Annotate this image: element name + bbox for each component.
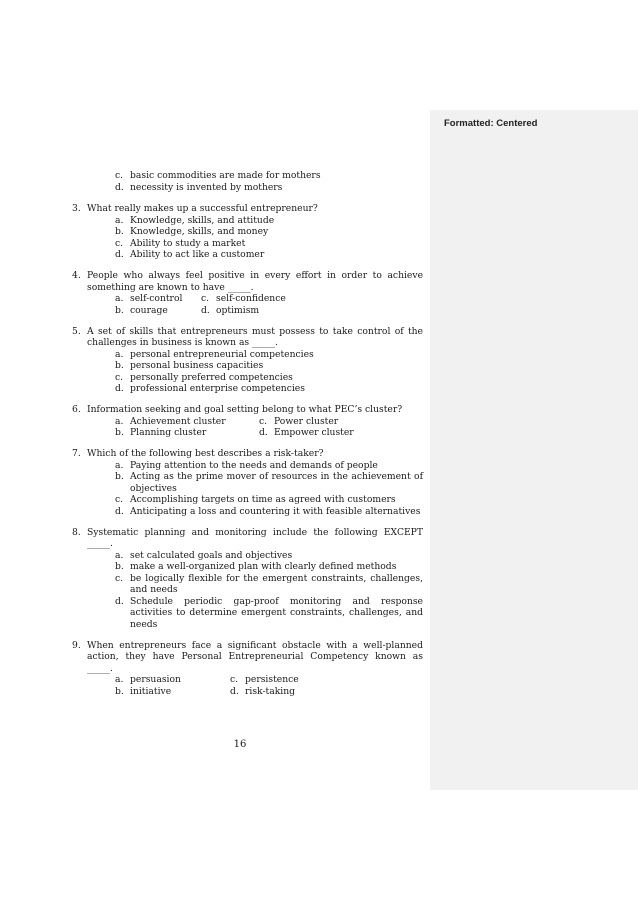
option bbox=[115, 561, 423, 573]
option-letter: b. bbox=[115, 360, 124, 371]
previous-question-options bbox=[72, 170, 423, 193]
option-letter: d. bbox=[230, 685, 239, 697]
question-text: What really makes up a successful entrepreneur? bbox=[87, 203, 318, 214]
page-number: 16 bbox=[233, 739, 247, 750]
question-7 bbox=[72, 448, 423, 517]
option-text: personally preferred competencies bbox=[130, 371, 293, 383]
question-number: 6. bbox=[72, 404, 81, 415]
option bbox=[115, 494, 423, 506]
option-letter: d. bbox=[115, 383, 124, 394]
option-text: professional enterprise competencies bbox=[130, 383, 305, 394]
option bbox=[201, 293, 286, 305]
question-3 bbox=[72, 203, 423, 261]
option-letter: a. bbox=[115, 674, 124, 685]
option-letter: d. bbox=[115, 505, 124, 517]
option-text: set calculated goals and objectives bbox=[130, 549, 293, 561]
option-letter: d. bbox=[259, 427, 268, 438]
option-letter: b. bbox=[115, 471, 124, 482]
option-text: necessity is invented by mothers bbox=[130, 181, 283, 193]
option-text: Power cluster bbox=[274, 415, 339, 427]
option bbox=[115, 349, 423, 361]
option-text: initiative bbox=[130, 685, 172, 697]
question-text: People who always feel positive in every effort in order to achieve something are known to have _____. bbox=[87, 270, 423, 293]
option-letter: c. bbox=[230, 674, 239, 685]
option-letter: c. bbox=[259, 415, 268, 427]
option-letter: c. bbox=[115, 494, 124, 505]
option-text: Accomplishing targets on time as agreed with customers bbox=[130, 494, 396, 505]
question-number: 5. bbox=[72, 325, 81, 337]
option-letter: c. bbox=[115, 237, 124, 249]
option bbox=[259, 427, 354, 439]
option bbox=[115, 372, 423, 384]
question-8 bbox=[72, 527, 423, 631]
option-letter: a. bbox=[115, 459, 124, 471]
option bbox=[115, 170, 423, 182]
option-text: courage bbox=[130, 304, 168, 316]
option-text: persistence bbox=[245, 674, 299, 685]
option bbox=[115, 427, 259, 439]
option-letter: b. bbox=[115, 685, 124, 697]
option-text: risk-taking bbox=[245, 685, 296, 697]
option bbox=[115, 573, 423, 596]
option bbox=[115, 686, 230, 698]
question-number: 8. bbox=[72, 526, 81, 538]
option-text: persuasion bbox=[130, 674, 181, 685]
option bbox=[115, 506, 423, 518]
option-letter: c. bbox=[115, 572, 124, 584]
option-text: self-control bbox=[130, 293, 183, 304]
option bbox=[115, 416, 259, 428]
option-text: Schedule periodic gap-proof monitoring and response activities to determine emergent constraints, challenges, and needs bbox=[130, 595, 423, 630]
option-text: Anticipating a loss and countering it with feasible alternatives bbox=[130, 505, 421, 517]
question-number: 9. bbox=[72, 639, 81, 651]
option-text: Planning cluster bbox=[130, 427, 207, 438]
option bbox=[115, 460, 423, 472]
question-text: Which of the following best describes a risk-taker? bbox=[87, 448, 324, 459]
option bbox=[115, 215, 423, 227]
quiz-content bbox=[72, 170, 423, 697]
option bbox=[115, 674, 230, 686]
option-text: Knowledge, skills, and attitude bbox=[130, 214, 275, 226]
option-letter: a. bbox=[115, 348, 124, 360]
option bbox=[115, 249, 423, 261]
option bbox=[201, 305, 259, 317]
question-5 bbox=[72, 326, 423, 395]
option-text: make a well-organized plan with clearly defined methods bbox=[130, 561, 397, 572]
option-text: be logically flexible for the emergent constraints, challenges, and needs bbox=[130, 572, 423, 595]
option bbox=[115, 471, 423, 494]
question-number: 3. bbox=[72, 203, 81, 214]
option-text: basic commodities are made for mothers bbox=[130, 170, 321, 181]
option-text: Knowledge, skills, and money bbox=[130, 226, 269, 237]
option-letter: b. bbox=[115, 561, 124, 572]
option bbox=[115, 238, 423, 250]
option-letter: b. bbox=[115, 304, 124, 316]
option bbox=[115, 293, 201, 305]
question-text: When entrepreneurs face a significant obstacle with a well-planned action, they have Personal Entrepreneurial Competency known as _____. bbox=[87, 639, 423, 674]
option-letter: a. bbox=[115, 293, 124, 304]
question-text: Systematic planning and monitoring include the following EXCEPT _____. bbox=[87, 526, 423, 549]
option-text: self-confidence bbox=[216, 293, 286, 304]
option-letter: a. bbox=[115, 549, 124, 561]
option-text: Achievement cluster bbox=[130, 415, 226, 427]
option bbox=[115, 383, 423, 395]
option-letter: d. bbox=[115, 249, 124, 260]
option-text: personal entrepreneurial competencies bbox=[130, 348, 314, 360]
option-text: Ability to study a market bbox=[130, 237, 246, 249]
option-letter: c. bbox=[201, 293, 210, 304]
option bbox=[115, 305, 201, 317]
option-letter: b. bbox=[115, 226, 124, 237]
question-6 bbox=[72, 404, 423, 439]
option bbox=[115, 360, 423, 372]
option-text: Acting as the prime mover of resources in the achievement of objectives bbox=[130, 471, 423, 494]
option-letter: c. bbox=[115, 170, 124, 181]
option-letter: a. bbox=[115, 415, 124, 427]
option-letter: d. bbox=[115, 181, 124, 193]
option-letter: d. bbox=[115, 595, 124, 607]
option-text: Empower cluster bbox=[274, 427, 354, 438]
option-text: Paying attention to the needs and demands of people bbox=[130, 459, 378, 471]
question-9 bbox=[72, 640, 423, 698]
option bbox=[230, 674, 299, 686]
comment-sidebar bbox=[430, 110, 638, 790]
option bbox=[115, 182, 423, 194]
formatting-comment[interactable]: Formatted: Centered bbox=[444, 118, 538, 129]
question-text: Information seeking and goal setting belong to what PEC’s cluster? bbox=[87, 404, 403, 415]
option bbox=[115, 596, 423, 631]
question-text: A set of skills that entrepreneurs must possess to take control of the challenges in business is known as _____. bbox=[87, 325, 423, 348]
option bbox=[115, 550, 423, 562]
option bbox=[259, 416, 338, 428]
question-number: 7. bbox=[72, 448, 81, 459]
option-letter: c. bbox=[115, 371, 124, 383]
option-letter: a. bbox=[115, 214, 124, 226]
option-text: Ability to act like a customer bbox=[130, 249, 265, 260]
option-letter: d. bbox=[201, 304, 210, 316]
question-4 bbox=[72, 270, 423, 316]
option-letter: b. bbox=[115, 427, 124, 438]
option-text: optimism bbox=[216, 304, 260, 316]
option-text: personal business capacities bbox=[130, 360, 264, 371]
question-number: 4. bbox=[72, 270, 81, 281]
option bbox=[115, 226, 423, 238]
option bbox=[230, 686, 295, 698]
